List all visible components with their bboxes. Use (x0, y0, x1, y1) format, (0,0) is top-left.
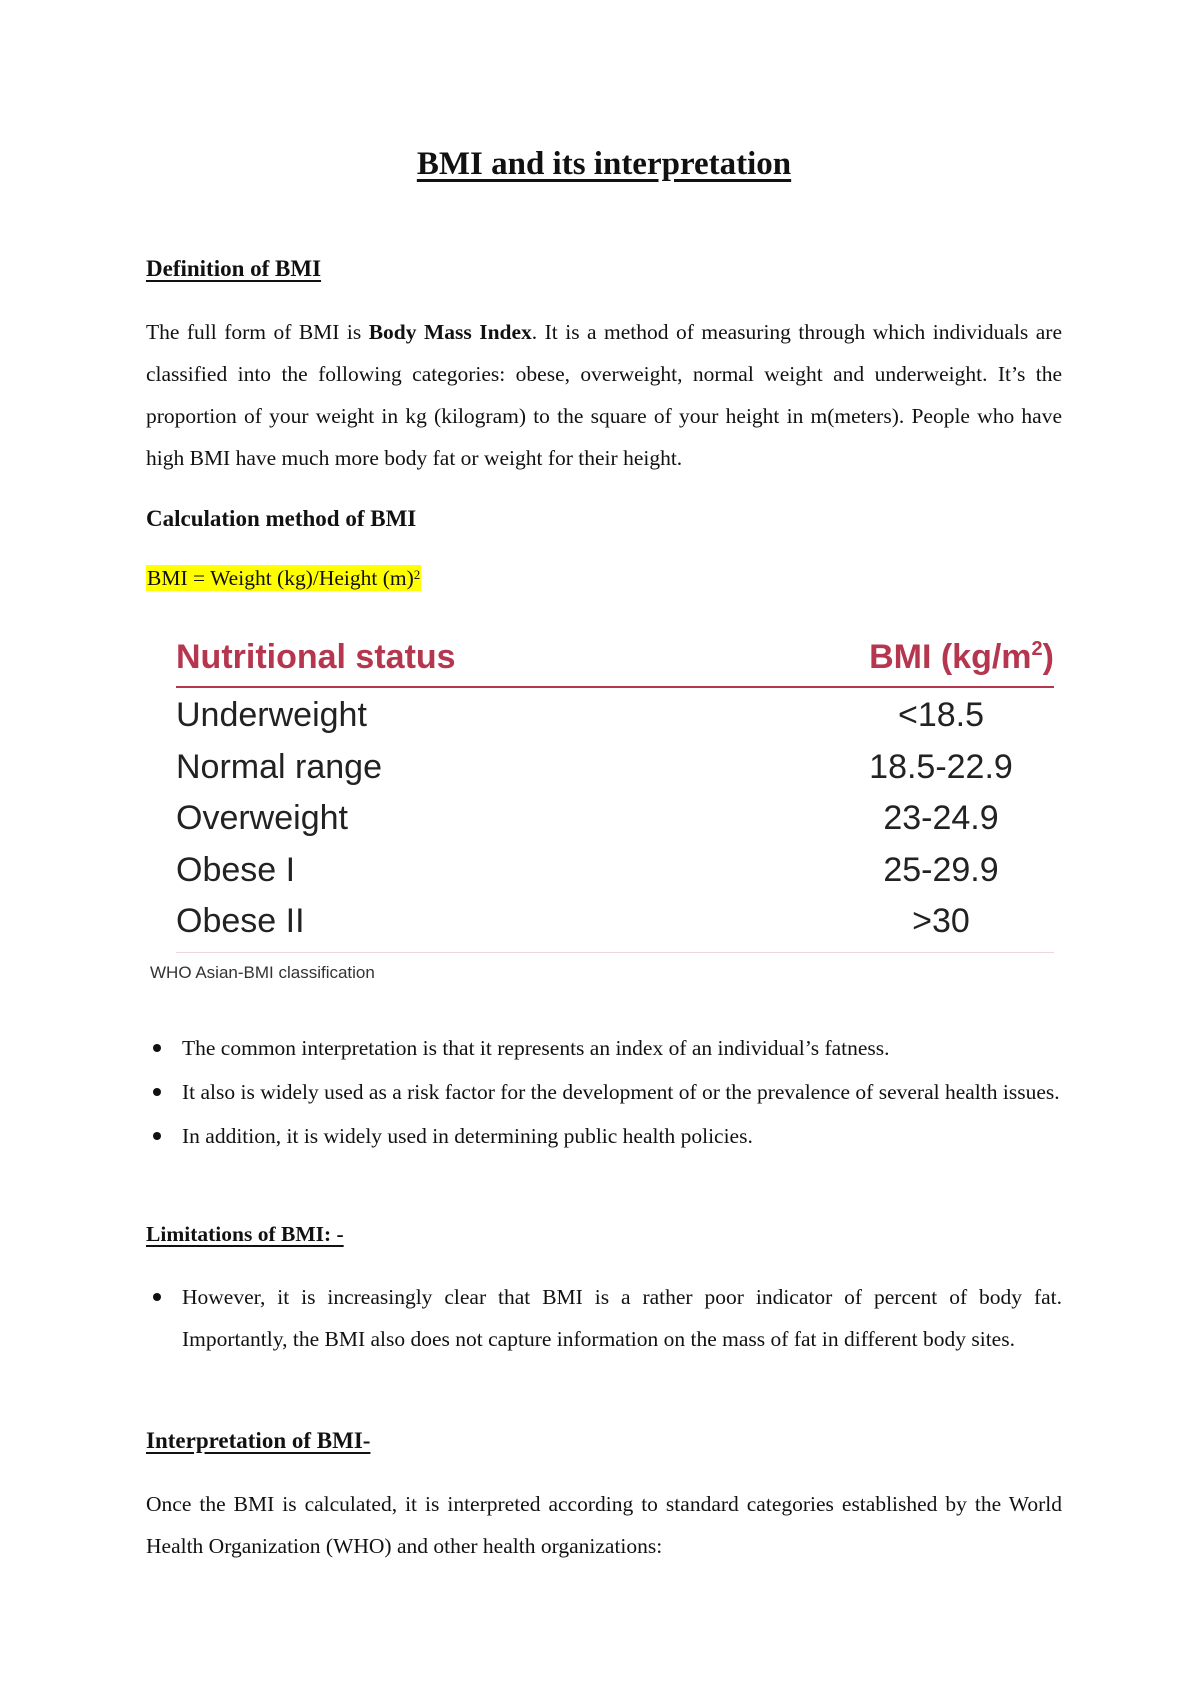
bmi-formula (146, 565, 421, 591)
bullet-icon (153, 1088, 161, 1096)
header-nutritional-status: Nutritional status (176, 638, 456, 676)
table-body (176, 688, 1054, 946)
uses-list (146, 1027, 1062, 1159)
bmi-cell: 23-24.9 (883, 799, 999, 837)
definition-bold-term: Body Mass Index (368, 320, 532, 344)
list-item (146, 1115, 1062, 1157)
table-row (176, 894, 1054, 946)
bullet-icon (153, 1132, 161, 1140)
status-cell: Normal range (176, 747, 382, 786)
status-cell: Obese I (176, 850, 296, 889)
list-item (146, 1276, 1062, 1360)
bmi-classification-table (176, 636, 1054, 953)
bmi-cell: 25-29.9 (883, 850, 999, 889)
bmi-cell: 18.5-22.9 (869, 747, 1013, 786)
limitations-list (146, 1276, 1062, 1362)
table-row (176, 791, 1054, 843)
header-bmi-close: ) (1042, 638, 1054, 676)
table-row (176, 688, 1054, 740)
bmi-cell: <18.5 (897, 696, 985, 734)
status-cell: Overweight (176, 799, 348, 837)
table-header (176, 636, 1054, 684)
header-bmi-sup: 2 (1031, 638, 1043, 660)
bmi-cell: >30 (912, 902, 970, 940)
list-item-text: The common interpretation is that it represents an index of an individual’s fatness. (182, 1036, 890, 1060)
list-item-text: However, it is increasingly clear that BMI is a rather poor indicator of percent of body fat. Importantly, the BMI also does not capture information on the mass of fat in different body sites. (182, 1285, 1062, 1351)
bullet-icon (153, 1293, 161, 1301)
table-caption: WHO Asian-BMI classification (150, 963, 375, 982)
list-item-text: In addition, it is widely used in determining public health policies. (182, 1124, 753, 1148)
list-item (146, 1027, 1062, 1069)
calculation-heading: Calculation method of BMI (146, 506, 417, 531)
header-bmi-text: BMI (kg/m (869, 638, 1032, 676)
status-cell: Underweight (176, 696, 367, 734)
table-row (176, 843, 1054, 895)
definition-text-after: . It is a method of measuring through which individuals are classified into the following categories: obese, overweight, normal weight and underweight. It’s the proportion of your weight in kg (kilogram) to the square of your height in m(meters). People who have high BMI have much more body fat or weight for their height. (146, 320, 1062, 470)
definition-paragraph (146, 311, 1062, 479)
definition-heading: Definition of BMI (146, 256, 322, 281)
table-bottom-rule (176, 952, 1054, 953)
header-bmi (869, 638, 1054, 677)
interpretation-heading: Interpretation of BMI- (146, 1428, 371, 1453)
formula-superscript: 2 (413, 567, 421, 582)
page-title: BMI and its interpretation (416, 146, 792, 182)
formula-text: BMI = Weight (kg)/Height (m) (147, 566, 414, 590)
status-cell: Obese II (176, 902, 305, 940)
limitations-heading: Limitations of BMI: - (146, 1222, 344, 1246)
interpretation-paragraph: Once the BMI is calculated, it is interpreted according to standard categories established by the World Health Organization (WHO) and other health organizations: (146, 1492, 1062, 1558)
definition-text-before: The full form of BMI is (146, 320, 369, 344)
bullet-icon (153, 1044, 161, 1052)
table-row (176, 740, 1054, 792)
list-item (146, 1071, 1062, 1113)
list-item-text: It also is widely used as a risk factor for the development of or the prevalence of several health issues. (182, 1080, 1060, 1104)
